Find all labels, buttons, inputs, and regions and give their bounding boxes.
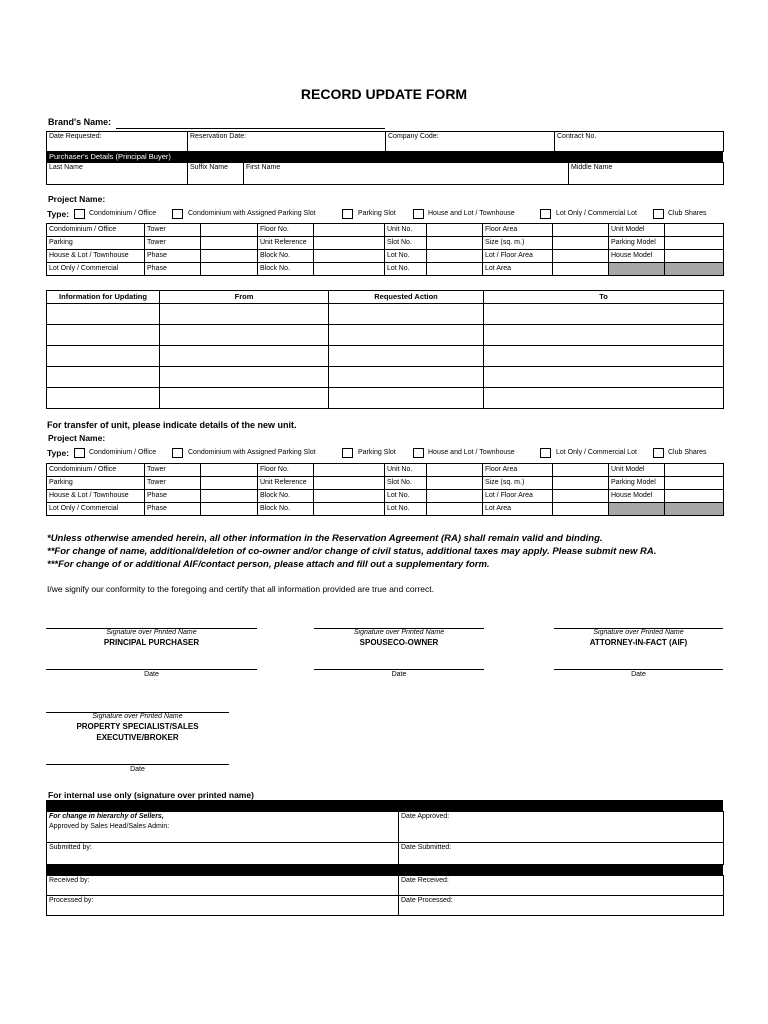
type-house-lot-label: House and Lot / Townhouse (428, 210, 515, 217)
new-unit-table-value-cell[interactable] (314, 477, 385, 490)
new-unit-table-label: Parking (47, 477, 145, 490)
form-title: RECORD UPDATE FORM (300, 86, 468, 102)
type-parking-checkbox[interactable] (342, 209, 353, 219)
new-unit-table-label: Lot / Floor Area (483, 490, 553, 503)
brand-name-label: Brand's Name: (48, 117, 112, 127)
unit-table-value-cell[interactable] (553, 250, 609, 263)
note-2: **For change of name, additional/deletion of co-owner and/or change of civil status, additional taxes may apply. Please submit new RA. (47, 546, 657, 557)
unit-table-label: Block No. (258, 263, 314, 276)
new-unit-table-value-cell[interactable] (427, 503, 483, 516)
date-approved-field[interactable]: Date Approved: (399, 812, 724, 843)
internal-bar-middle (46, 865, 723, 875)
new-unit-table-label: House & Lot / Townhouse (47, 490, 145, 503)
type2-lot-only-checkbox[interactable] (540, 448, 551, 458)
new-unit-table-label: Slot No. (385, 477, 427, 490)
type2-condo-label: Condominium / Office (89, 449, 157, 456)
type2-condo-checkbox[interactable] (74, 448, 85, 458)
type2-parking-checkbox[interactable] (342, 448, 353, 458)
date-caption: Date (144, 671, 159, 678)
spouse-co-owner-label: SPOUSECO-OWNER (359, 638, 439, 647)
unit-table-label: Unit Model (609, 224, 665, 237)
new-unit-table-shaded-cell (665, 503, 724, 516)
new-unit-table-label: Phase (145, 490, 201, 503)
type-condo-checkbox[interactable] (74, 209, 85, 219)
new-unit-table-value-cell[interactable] (314, 503, 385, 516)
type2-club-shares-checkbox[interactable] (653, 448, 664, 458)
new-unit-table-label: Unit Model (609, 464, 665, 477)
new-unit-table-value-cell[interactable] (201, 477, 258, 490)
new-unit-table-label: Block No. (258, 503, 314, 516)
unit-table-label: Lot Only / Commercial (47, 263, 145, 276)
approved-by-field[interactable] (47, 812, 399, 843)
table-row (47, 237, 724, 250)
unit-table-value-cell[interactable] (314, 250, 385, 263)
unit-table-value-cell[interactable] (665, 224, 724, 237)
unit-table-shaded-cell (665, 263, 724, 276)
date-caption: Date (391, 671, 407, 678)
unit-table-value-cell[interactable] (201, 237, 258, 250)
transfer-note: For transfer of unit, please indicate details of the new unit. (47, 420, 297, 430)
new-unit-table-value-cell[interactable] (201, 503, 258, 516)
sig-caption: Signature over Printed Name (106, 629, 197, 636)
update-cell[interactable] (329, 367, 484, 388)
date-processed-field[interactable]: Date Processed: (399, 896, 724, 916)
unit-table-shaded-cell (609, 263, 665, 276)
new-unit-table-label: House Model (609, 490, 665, 503)
submitted-by-field[interactable]: Submitted by: (47, 843, 399, 865)
unit-table-value-cell[interactable] (427, 263, 483, 276)
unit-table-label: Floor Area (483, 224, 553, 237)
unit-table-label: House & Lot / Townhouse (47, 250, 145, 263)
new-unit-table-value-cell[interactable] (314, 490, 385, 503)
new-unit-table-label: Phase (145, 503, 201, 516)
update-cell[interactable] (484, 304, 724, 325)
unit-table-value-cell[interactable] (553, 263, 609, 276)
unit-table-label: Lot / Floor Area (483, 250, 553, 263)
sig-caption: Signature over Printed Name (593, 629, 684, 636)
new-unit-table-label: Tower (145, 464, 201, 477)
update-cell[interactable] (329, 346, 484, 367)
unit-table-value-cell[interactable] (427, 237, 483, 250)
brand-name-field[interactable] (116, 128, 385, 129)
unit-table-value-cell[interactable] (427, 250, 483, 263)
unit-table-value-cell[interactable] (201, 263, 258, 276)
update-cell[interactable] (484, 346, 724, 367)
last-name-field[interactable]: Last Name (47, 163, 188, 185)
specialist-date-line[interactable] (46, 764, 229, 765)
company-code-field[interactable]: Company Code: (386, 132, 555, 152)
update-cell[interactable] (484, 325, 724, 346)
unit-table-label: Lot No. (385, 263, 427, 276)
unit-table-label: Tower (145, 224, 201, 237)
table-row (47, 503, 724, 516)
update-cell[interactable] (47, 325, 160, 346)
new-unit-table-label: Block No. (258, 490, 314, 503)
approved-by-label: Approved by Sales Head/Sales Admin: (49, 823, 170, 830)
hierarchy-label: For change in hierarchy of Sellers, (49, 813, 164, 820)
unit-table-label: Size (sq. m.) (483, 237, 553, 250)
new-unit-table-value-cell[interactable] (314, 464, 385, 477)
table-row (47, 477, 724, 490)
processed-by-field[interactable]: Processed by: (47, 896, 399, 916)
new-unit-table-label: Floor Area (483, 464, 553, 477)
new-unit-table-value-cell[interactable] (553, 503, 609, 516)
new-unit-table-label: Lot No. (385, 503, 427, 516)
unit-table-value-cell[interactable] (665, 237, 724, 250)
unit-table-label: Unit Reference (258, 237, 314, 250)
unit-table-label: House Model (609, 250, 665, 263)
update-cell[interactable] (329, 388, 484, 409)
new-unit-table-value-cell[interactable] (665, 464, 724, 477)
aif-date-line[interactable] (554, 669, 723, 670)
contract-no-field[interactable]: Contract No. (555, 132, 724, 152)
unit-table-label: Slot No. (385, 237, 427, 250)
update-cell[interactable] (160, 325, 329, 346)
date-caption: Date (130, 766, 145, 773)
unit-details-table (46, 223, 724, 276)
update-cell[interactable] (329, 304, 484, 325)
internal-use-label: For internal use only (signature over printed name) (48, 790, 254, 800)
type-label-2: Type: (47, 448, 70, 458)
aif-label: ATTORNEY-IN-FACT (AIF) (589, 638, 688, 647)
update-header-from: From (160, 291, 329, 304)
new-unit-table-label: Unit No. (385, 464, 427, 477)
update-cell[interactable] (484, 367, 724, 388)
date-requested-field[interactable]: Date Requested: (47, 132, 188, 152)
update-cell[interactable] (47, 388, 160, 409)
new-unit-table-shaded-cell (609, 503, 665, 516)
type2-condo-parking-checkbox[interactable] (172, 448, 183, 458)
type-lot-only-label: Lot Only / Commercial Lot (556, 210, 637, 217)
update-header-to: To (484, 291, 724, 304)
request-info-table (46, 131, 724, 152)
middle-name-field[interactable]: Middle Name (569, 163, 724, 185)
date-caption: Date (631, 671, 646, 678)
new-unit-table-value-cell[interactable] (665, 477, 724, 490)
update-cell[interactable] (47, 346, 160, 367)
new-unit-details-table (46, 463, 724, 516)
sig-caption: Signature over Printed Name (353, 629, 445, 636)
type-condo-parking-checkbox[interactable] (172, 209, 183, 219)
new-unit-table-label: Lot Only / Commercial (47, 503, 145, 516)
type-parking-label: Parking Slot (358, 210, 396, 217)
unit-table-label: Tower (145, 237, 201, 250)
new-unit-table-label: Lot Area (483, 503, 553, 516)
type-condo-label: Condominium / Office (89, 210, 157, 217)
table-row (47, 490, 724, 503)
new-unit-table-label: Lot No. (385, 490, 427, 503)
update-cell[interactable] (160, 304, 329, 325)
unit-table-label: Parking Model (609, 237, 665, 250)
project-name-label-2: Project Name: (48, 433, 106, 443)
update-header-info: Information for Updating (47, 291, 160, 304)
new-unit-table-label: Floor No. (258, 464, 314, 477)
sig-caption: Signature over Printed Name (92, 713, 183, 720)
new-unit-table-label: Parking Model (609, 477, 665, 490)
type2-condo-parking-label: Condominium with Assigned Parking Slot (188, 449, 316, 456)
type-club-shares-checkbox[interactable] (653, 209, 664, 219)
unit-table-value-cell[interactable] (201, 224, 258, 237)
type-condo-parking-label: Condominium with Assigned Parking Slot (188, 210, 316, 217)
unit-table-value-cell[interactable] (314, 224, 385, 237)
type2-lot-only-label: Lot Only / Commercial Lot (556, 449, 637, 456)
note-1: *Unless otherwise amended herein, all other information in the Reservation Agreement (RA) shall remain valid and binding. (47, 533, 603, 544)
type2-house-lot-label: House and Lot / Townhouse (428, 449, 515, 456)
new-unit-table-label: Condominium / Office (47, 464, 145, 477)
unit-table-value-cell[interactable] (314, 263, 385, 276)
type-house-lot-checkbox[interactable] (413, 209, 424, 219)
new-unit-table-value-cell[interactable] (427, 464, 483, 477)
reservation-date-field[interactable]: Reservation Date: (188, 132, 386, 152)
unit-table-label: Condominium / Office (47, 224, 145, 237)
received-by-field[interactable]: Received by: (47, 876, 399, 896)
date-submitted-field[interactable]: Date Submitted: (399, 843, 724, 865)
update-cell[interactable] (47, 367, 160, 388)
type2-club-shares-label: Club Shares (668, 449, 707, 456)
new-unit-table-value-cell[interactable] (427, 490, 483, 503)
unit-table-label: Phase (145, 263, 201, 276)
update-cell[interactable] (160, 388, 329, 409)
internal-table-1 (46, 811, 724, 865)
table-row (47, 464, 724, 477)
type2-parking-label: Parking Slot (358, 449, 396, 456)
table-row (47, 250, 724, 263)
unit-table-label: Block No. (258, 250, 314, 263)
update-table (46, 290, 724, 409)
unit-table-value-cell[interactable] (553, 237, 609, 250)
purchaser-table (46, 162, 724, 185)
unit-table-value-cell[interactable] (201, 250, 258, 263)
new-unit-table-value-cell[interactable] (427, 477, 483, 490)
certification-text: I/we signify our conformity to the foregoing and certify that all information provided are true and correct. (47, 584, 434, 594)
internal-table-2 (46, 875, 724, 916)
type-club-shares-label: Club Shares (668, 210, 707, 217)
update-cell[interactable] (329, 325, 484, 346)
update-cell[interactable] (160, 367, 329, 388)
type2-house-lot-checkbox[interactable] (413, 448, 424, 458)
unit-table-label: Lot No. (385, 250, 427, 263)
first-name-field[interactable]: First Name (244, 163, 569, 185)
new-unit-table-label: Size (sq. m.) (483, 477, 553, 490)
unit-table-value-cell[interactable] (665, 250, 724, 263)
specialist-label-line2: EXECUTIVE/BROKER (96, 733, 179, 742)
unit-table-value-cell[interactable] (427, 224, 483, 237)
unit-table-label: Unit No. (385, 224, 427, 237)
unit-table-label: Parking (47, 237, 145, 250)
unit-table-label: Lot Area (483, 263, 553, 276)
type-label: Type: (47, 209, 70, 219)
update-cell[interactable] (160, 346, 329, 367)
table-row (47, 263, 724, 276)
purchaser-bar-label: Purchaser's Details (Principal Buyer) (49, 152, 171, 161)
update-header-action: Requested Action (329, 291, 484, 304)
new-unit-table-value-cell[interactable] (553, 490, 609, 503)
new-unit-table-label: Tower (145, 477, 201, 490)
new-unit-table-value-cell[interactable] (553, 477, 609, 490)
spouse-date-line[interactable] (314, 669, 484, 670)
type-lot-only-checkbox[interactable] (540, 209, 551, 219)
unit-table-value-cell[interactable] (314, 237, 385, 250)
suffix-name-field[interactable]: Suffix Name (188, 163, 244, 185)
table-row (47, 224, 724, 237)
update-cell[interactable] (47, 304, 160, 325)
project-name-label: Project Name: (48, 194, 106, 204)
new-unit-table-value-cell[interactable] (201, 490, 258, 503)
date-received-field[interactable]: Date Received: (399, 876, 724, 896)
internal-bar-top (46, 800, 723, 811)
new-unit-table-value-cell[interactable] (553, 464, 609, 477)
new-unit-table-value-cell[interactable] (665, 490, 724, 503)
principal-date-line[interactable] (46, 669, 257, 670)
principal-purchaser-label: PRINCIPAL PURCHASER (103, 638, 200, 647)
new-unit-table-label: Unit Reference (258, 477, 314, 490)
unit-table-value-cell[interactable] (553, 224, 609, 237)
unit-table-label: Phase (145, 250, 201, 263)
new-unit-table-value-cell[interactable] (201, 464, 258, 477)
update-cell[interactable] (484, 388, 724, 409)
note-3: ***For change of or additional AIF/contact person, please attach and fill out a supplementary form. (47, 559, 490, 570)
specialist-label-line1: PROPERTY SPECIALIST/SALES (76, 722, 199, 731)
unit-table-label: Floor No. (258, 224, 314, 237)
